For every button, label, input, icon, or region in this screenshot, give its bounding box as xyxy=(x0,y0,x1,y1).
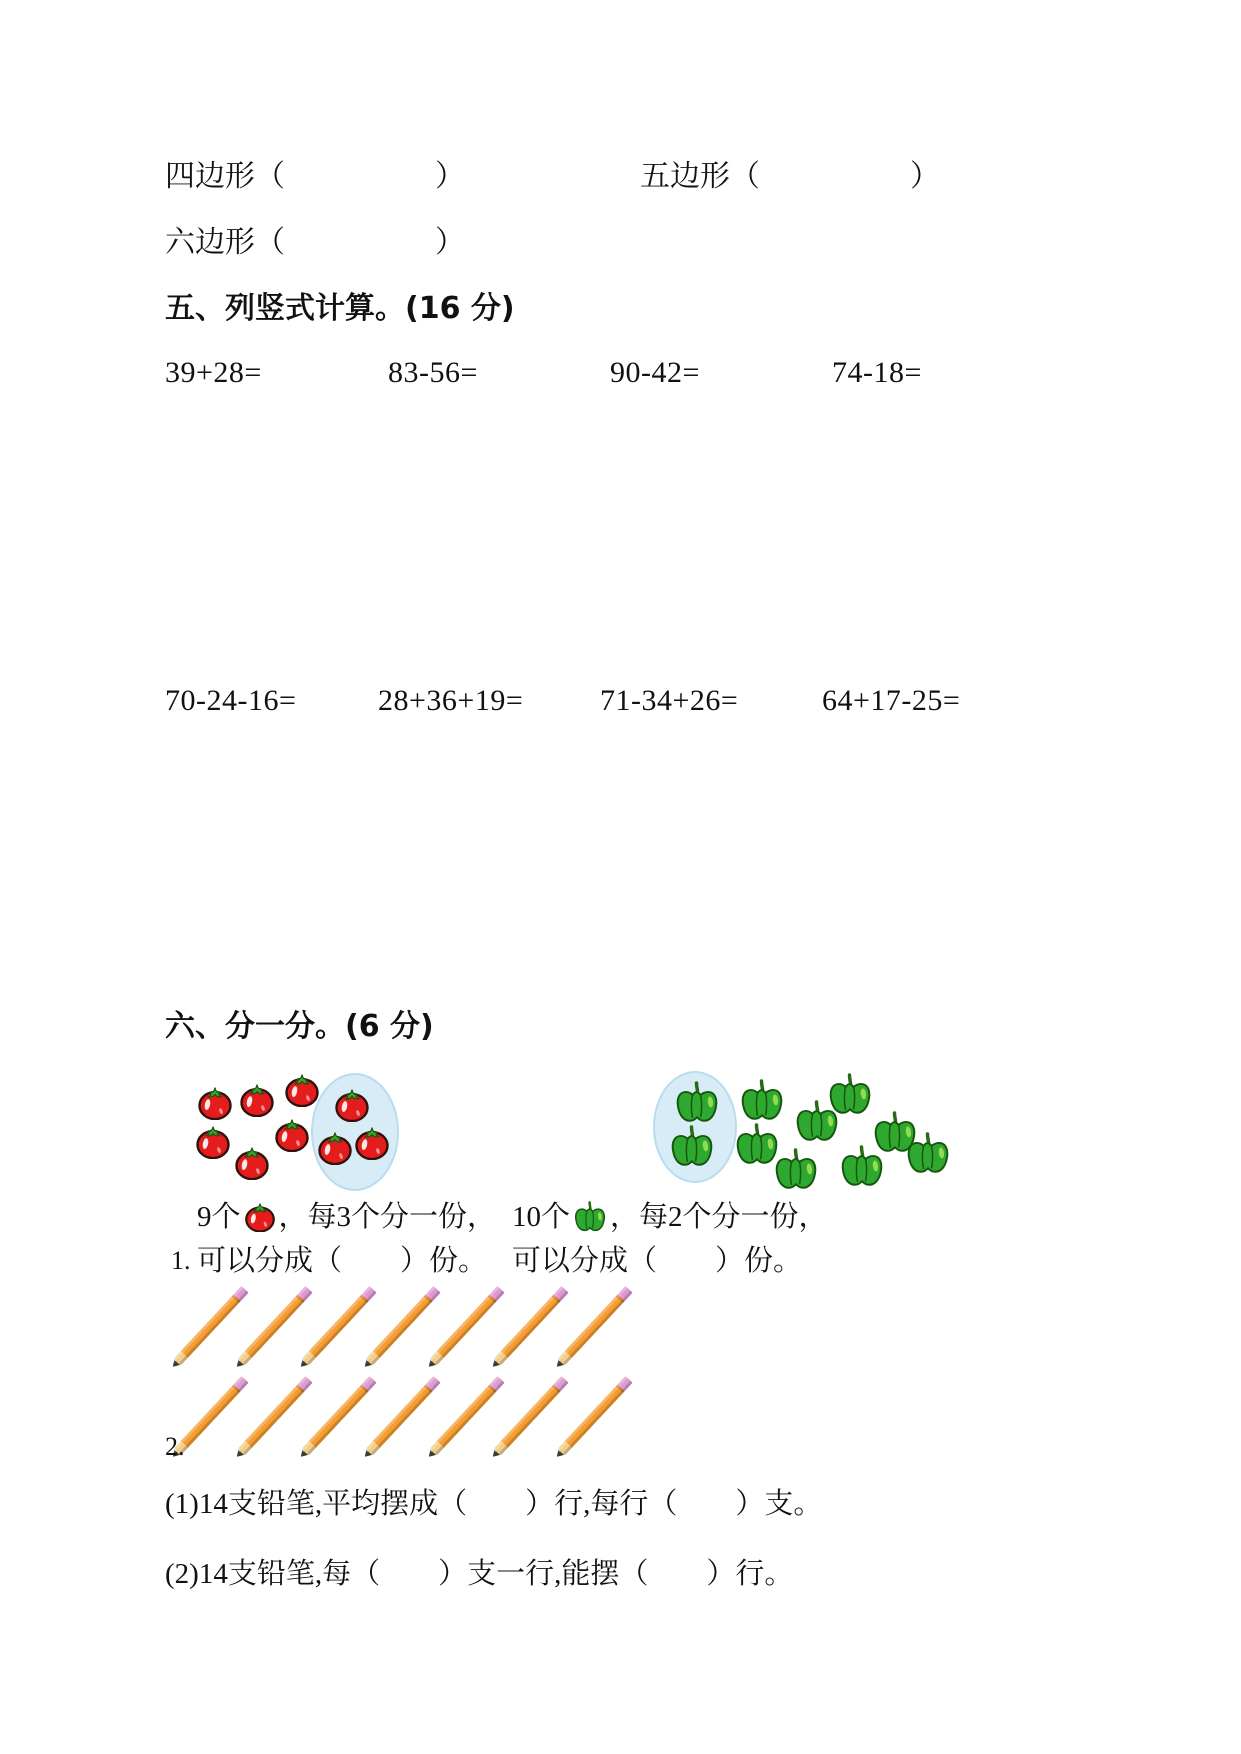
pepper-icon xyxy=(573,1201,607,1233)
fill-blank-pentagon: 五边形（ ） xyxy=(640,160,940,193)
tomato-icon xyxy=(234,1146,270,1185)
pencil-icon xyxy=(553,1376,633,1460)
section6-title: 六、分一分。(6 分) xyxy=(165,1009,434,1044)
tomato-icon xyxy=(195,1125,231,1164)
section5-title: 五、列竖式计算。(16 分) xyxy=(165,291,515,326)
tomato-icon xyxy=(284,1073,320,1112)
tomato-icon xyxy=(334,1088,370,1127)
pencil-icon xyxy=(489,1286,569,1370)
question2-number: 2. xyxy=(165,1432,185,1461)
pencil-icon xyxy=(233,1376,313,1460)
tomato-caption-prefix: 9个 xyxy=(197,1201,241,1233)
pencil-icon xyxy=(297,1286,377,1370)
pepper-icon xyxy=(827,1073,873,1121)
problem-39-28: 39+28= xyxy=(165,356,262,389)
tomato-icon xyxy=(197,1086,233,1125)
tomato-caption-suffix: ，每3个分一份， xyxy=(278,1201,497,1233)
pepper-caption-line2: 可以分成（ ）份。 xyxy=(512,1245,803,1277)
pencil-icon xyxy=(425,1286,505,1370)
fill-blank-quadrilateral: 四边形（ ） xyxy=(165,160,465,193)
pepper-icon xyxy=(773,1148,819,1196)
tomato-caption-line2: 可以分成（ ）份。 xyxy=(197,1245,488,1277)
tomato-caption-line1 xyxy=(197,1198,496,1236)
tomato-icon xyxy=(354,1126,390,1165)
problem-71-34-26: 71-34+26= xyxy=(600,684,739,717)
sub-question-2: (2)14支铅笔,每（ ）支一行,能摆（ ）行。 xyxy=(165,1558,794,1590)
problem-70-24-16: 70-24-16= xyxy=(165,684,297,717)
problem-90-42: 90-42= xyxy=(610,356,700,389)
problem-83-56: 83-56= xyxy=(388,356,478,389)
pepper-icon xyxy=(674,1081,720,1129)
fill-blank-hexagon: 六边形（ ） xyxy=(165,226,465,259)
pepper-caption-line1 xyxy=(512,1198,828,1236)
pencil-icon xyxy=(169,1286,249,1370)
pencil-icon xyxy=(361,1376,441,1460)
pepper-caption-prefix: 10个 xyxy=(512,1201,571,1233)
problem-28-36-19: 28+36+19= xyxy=(378,684,524,717)
problem-74-18: 74-18= xyxy=(832,356,922,389)
pepper-caption-suffix: ，每2个分一份， xyxy=(610,1201,828,1233)
pencil-icon xyxy=(361,1286,441,1370)
pencil-icon xyxy=(553,1286,633,1370)
tomato-icon xyxy=(317,1131,353,1170)
pepper-icon xyxy=(669,1125,715,1173)
pepper-icon xyxy=(739,1079,785,1127)
pencil-icon xyxy=(425,1376,505,1460)
pencil-icon xyxy=(233,1286,313,1370)
pepper-icon xyxy=(905,1132,951,1180)
pencil-icon xyxy=(489,1376,569,1460)
question1-number: 1. xyxy=(171,1246,191,1275)
sub-question-1: (1)14支铅笔,平均摆成（ ）行,每行（ ）支。 xyxy=(165,1488,823,1520)
pencil-icon xyxy=(297,1376,377,1460)
tomato-icon xyxy=(239,1083,275,1122)
tomato-icon xyxy=(274,1118,310,1157)
tomato-icon xyxy=(244,1202,276,1232)
problem-64-17-25: 64+17-25= xyxy=(822,684,961,717)
